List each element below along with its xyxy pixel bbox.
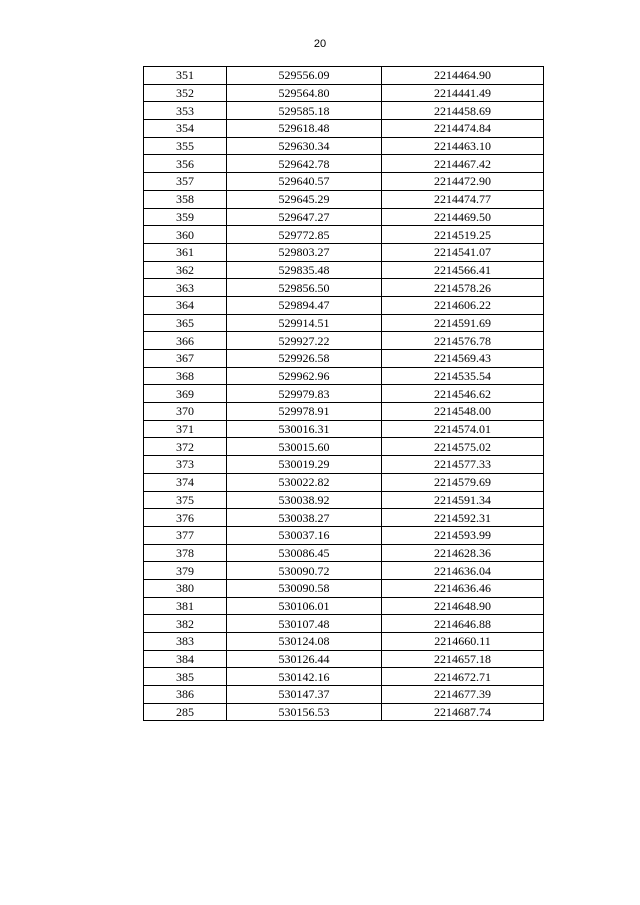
y-coordinate-cell: 2214469.50 <box>382 208 544 226</box>
point-number-cell: 355 <box>144 137 227 155</box>
point-number-cell: 364 <box>144 296 227 314</box>
point-number-cell: 378 <box>144 544 227 562</box>
y-coordinate-cell: 2214569.43 <box>382 350 544 368</box>
point-number-cell: 384 <box>144 650 227 668</box>
y-coordinate-cell: 2214648.90 <box>382 597 544 615</box>
y-coordinate-cell: 2214519.25 <box>382 226 544 244</box>
y-coordinate-cell: 2214577.33 <box>382 456 544 474</box>
table-row <box>144 650 544 668</box>
y-coordinate-cell: 2214646.88 <box>382 615 544 633</box>
table-row <box>144 703 544 721</box>
table-row <box>144 403 544 421</box>
x-coordinate-cell: 529645.29 <box>227 190 382 208</box>
point-number-cell: 356 <box>144 155 227 173</box>
x-coordinate-cell: 530016.31 <box>227 420 382 438</box>
x-coordinate-cell: 530124.08 <box>227 633 382 651</box>
table-row <box>144 102 544 120</box>
y-coordinate-cell: 2214464.90 <box>382 67 544 85</box>
table-row <box>144 562 544 580</box>
table-row <box>144 208 544 226</box>
x-coordinate-cell: 529926.58 <box>227 350 382 368</box>
y-coordinate-cell: 2214548.00 <box>382 403 544 421</box>
coordinates-table <box>143 66 544 721</box>
y-coordinate-cell: 2214636.04 <box>382 562 544 580</box>
table-row <box>144 120 544 138</box>
point-number-cell: 360 <box>144 226 227 244</box>
table-row <box>144 84 544 102</box>
x-coordinate-cell: 530022.82 <box>227 473 382 491</box>
table-row <box>144 190 544 208</box>
point-number-cell: 375 <box>144 491 227 509</box>
x-coordinate-cell: 530038.27 <box>227 509 382 527</box>
table-row <box>144 509 544 527</box>
x-coordinate-cell: 529640.57 <box>227 173 382 191</box>
x-coordinate-cell: 529630.34 <box>227 137 382 155</box>
y-coordinate-cell: 2214474.77 <box>382 190 544 208</box>
x-coordinate-cell: 530106.01 <box>227 597 382 615</box>
table-row <box>144 597 544 615</box>
x-coordinate-cell: 529772.85 <box>227 226 382 244</box>
x-coordinate-cell: 529856.50 <box>227 279 382 297</box>
x-coordinate-cell: 530019.29 <box>227 456 382 474</box>
y-coordinate-cell: 2214628.36 <box>382 544 544 562</box>
y-coordinate-cell: 2214591.69 <box>382 314 544 332</box>
y-coordinate-cell: 2214593.99 <box>382 526 544 544</box>
x-coordinate-cell: 530147.37 <box>227 686 382 704</box>
y-coordinate-cell: 2214467.42 <box>382 155 544 173</box>
y-coordinate-cell: 2214687.74 <box>382 703 544 721</box>
x-coordinate-cell: 529927.22 <box>227 332 382 350</box>
x-coordinate-cell: 530107.48 <box>227 615 382 633</box>
x-coordinate-cell: 530090.58 <box>227 579 382 597</box>
table-row <box>144 633 544 651</box>
point-number-cell: 374 <box>144 473 227 491</box>
table-row <box>144 438 544 456</box>
point-number-cell: 370 <box>144 403 227 421</box>
y-coordinate-cell: 2214463.10 <box>382 137 544 155</box>
y-coordinate-cell: 2214592.31 <box>382 509 544 527</box>
y-coordinate-cell: 2214474.84 <box>382 120 544 138</box>
table-row <box>144 155 544 173</box>
page-number: 20 <box>313 38 327 50</box>
table-row <box>144 668 544 686</box>
table-row <box>144 332 544 350</box>
y-coordinate-cell: 2214660.11 <box>382 633 544 651</box>
x-coordinate-cell: 529647.27 <box>227 208 382 226</box>
x-coordinate-cell: 530037.16 <box>227 526 382 544</box>
point-number-cell: 362 <box>144 261 227 279</box>
point-number-cell: 354 <box>144 120 227 138</box>
y-coordinate-cell: 2214576.78 <box>382 332 544 350</box>
x-coordinate-cell: 529979.83 <box>227 385 382 403</box>
point-number-cell: 365 <box>144 314 227 332</box>
x-coordinate-cell: 529978.91 <box>227 403 382 421</box>
y-coordinate-cell: 2214458.69 <box>382 102 544 120</box>
table-row <box>144 526 544 544</box>
x-coordinate-cell: 530156.53 <box>227 703 382 721</box>
point-number-cell: 358 <box>144 190 227 208</box>
y-coordinate-cell: 2214541.07 <box>382 243 544 261</box>
table-row <box>144 579 544 597</box>
x-coordinate-cell: 529556.09 <box>227 67 382 85</box>
x-coordinate-cell: 530086.45 <box>227 544 382 562</box>
y-coordinate-cell: 2214657.18 <box>382 650 544 668</box>
table-row <box>144 296 544 314</box>
y-coordinate-cell: 2214574.01 <box>382 420 544 438</box>
table-row <box>144 544 544 562</box>
point-number-cell: 380 <box>144 579 227 597</box>
point-number-cell: 369 <box>144 385 227 403</box>
table-row <box>144 243 544 261</box>
y-coordinate-cell: 2214575.02 <box>382 438 544 456</box>
table-row <box>144 350 544 368</box>
x-coordinate-cell: 529962.96 <box>227 367 382 385</box>
table-row <box>144 67 544 85</box>
point-number-cell: 376 <box>144 509 227 527</box>
y-coordinate-cell: 2214566.41 <box>382 261 544 279</box>
y-coordinate-cell: 2214535.54 <box>382 367 544 385</box>
y-coordinate-cell: 2214441.49 <box>382 84 544 102</box>
point-number-cell: 372 <box>144 438 227 456</box>
table-row <box>144 367 544 385</box>
table-row <box>144 173 544 191</box>
y-coordinate-cell: 2214579.69 <box>382 473 544 491</box>
y-coordinate-cell: 2214546.62 <box>382 385 544 403</box>
point-number-cell: 367 <box>144 350 227 368</box>
table-row <box>144 261 544 279</box>
point-number-cell: 371 <box>144 420 227 438</box>
table-row <box>144 686 544 704</box>
point-number-cell: 285 <box>144 703 227 721</box>
x-coordinate-cell: 530038.92 <box>227 491 382 509</box>
y-coordinate-cell: 2214672.71 <box>382 668 544 686</box>
point-number-cell: 366 <box>144 332 227 350</box>
point-number-cell: 383 <box>144 633 227 651</box>
table-row <box>144 226 544 244</box>
x-coordinate-cell: 530142.16 <box>227 668 382 686</box>
table-row <box>144 456 544 474</box>
point-number-cell: 363 <box>144 279 227 297</box>
point-number-cell: 379 <box>144 562 227 580</box>
x-coordinate-cell: 529618.48 <box>227 120 382 138</box>
x-coordinate-cell: 529585.18 <box>227 102 382 120</box>
table-row <box>144 314 544 332</box>
point-number-cell: 382 <box>144 615 227 633</box>
table-row <box>144 491 544 509</box>
x-coordinate-cell: 529642.78 <box>227 155 382 173</box>
point-number-cell: 361 <box>144 243 227 261</box>
table-row <box>144 473 544 491</box>
y-coordinate-cell: 2214636.46 <box>382 579 544 597</box>
x-coordinate-cell: 529914.51 <box>227 314 382 332</box>
y-coordinate-cell: 2214677.39 <box>382 686 544 704</box>
point-number-cell: 359 <box>144 208 227 226</box>
y-coordinate-cell: 2214606.22 <box>382 296 544 314</box>
x-coordinate-cell: 529894.47 <box>227 296 382 314</box>
point-number-cell: 377 <box>144 526 227 544</box>
point-number-cell: 373 <box>144 456 227 474</box>
table-row <box>144 420 544 438</box>
point-number-cell: 385 <box>144 668 227 686</box>
point-number-cell: 386 <box>144 686 227 704</box>
table-row <box>144 615 544 633</box>
point-number-cell: 351 <box>144 67 227 85</box>
x-coordinate-cell: 530015.60 <box>227 438 382 456</box>
table-row <box>144 385 544 403</box>
point-number-cell: 357 <box>144 173 227 191</box>
y-coordinate-cell: 2214578.26 <box>382 279 544 297</box>
coordinates-table-body <box>144 67 544 721</box>
table-row <box>144 137 544 155</box>
point-number-cell: 352 <box>144 84 227 102</box>
point-number-cell: 353 <box>144 102 227 120</box>
table-row <box>144 279 544 297</box>
y-coordinate-cell: 2214591.34 <box>382 491 544 509</box>
y-coordinate-cell: 2214472.90 <box>382 173 544 191</box>
x-coordinate-cell: 530090.72 <box>227 562 382 580</box>
x-coordinate-cell: 529803.27 <box>227 243 382 261</box>
x-coordinate-cell: 530126.44 <box>227 650 382 668</box>
x-coordinate-cell: 529564.80 <box>227 84 382 102</box>
point-number-cell: 368 <box>144 367 227 385</box>
x-coordinate-cell: 529835.48 <box>227 261 382 279</box>
point-number-cell: 381 <box>144 597 227 615</box>
